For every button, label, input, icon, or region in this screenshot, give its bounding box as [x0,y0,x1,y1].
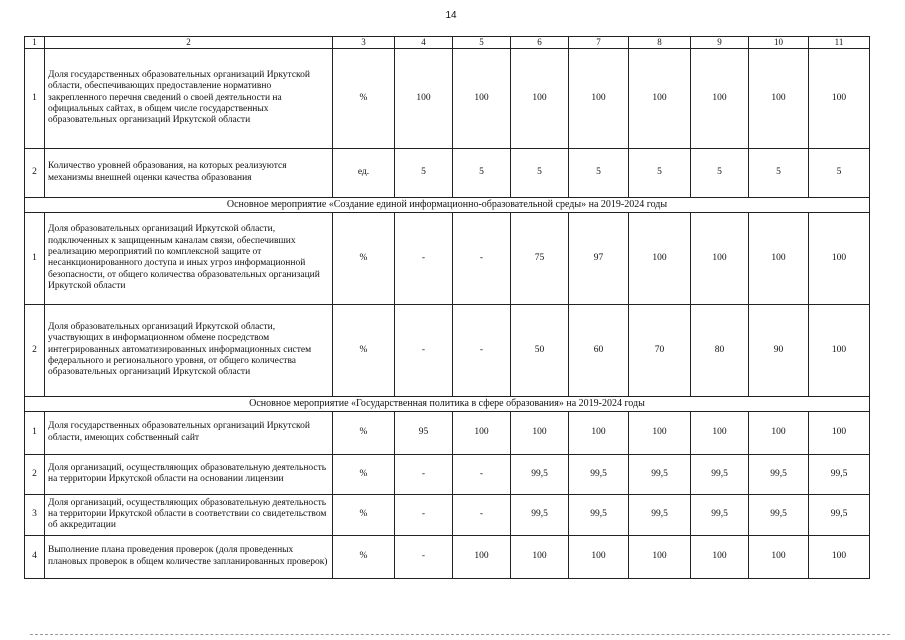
section-heading: Основное мероприятие «Государственная политика в сфере образования» на 2019-2024 годы [25,396,870,411]
column-number-cell: 3 [333,37,395,49]
column-number-row [25,37,870,49]
value-cell: 100 [691,535,749,578]
indicator-row [25,148,870,197]
value-cell: 99,5 [629,494,691,535]
indicators-table [24,36,870,579]
value-cell: 99,5 [511,494,569,535]
value-cell: 100 [691,48,749,148]
value-cell: 100 [395,48,453,148]
value-cell: 100 [511,535,569,578]
column-number-cell: 1 [25,37,45,49]
value-cell: 5 [395,148,453,197]
value-cell: 5 [511,148,569,197]
value-cell: 100 [629,411,691,454]
value-cell: 99,5 [749,494,809,535]
indicator-row [25,454,870,494]
value-cell: 100 [453,48,511,148]
unit-cell: % [333,48,395,148]
value-cell: 5 [749,148,809,197]
unit-cell: % [333,494,395,535]
value-cell: 100 [809,535,870,578]
indicator-row [25,411,870,454]
value-cell: - [453,304,511,396]
unit-cell: % [333,454,395,494]
row-number: 3 [25,494,45,535]
indicator-row [25,212,870,304]
unit-cell: % [333,212,395,304]
indicator-name: Доля образовательных организаций Иркутской области, подключенных к защищенным каналам связи, обеспечивших реализацию мероприятий по комплексной защите от несанкционированного доступа и иных угроз информационной безопасности, от общего количества образовательных организаций Иркутской области [45,212,333,304]
value-cell: 99,5 [691,494,749,535]
value-cell: 100 [749,535,809,578]
page-number: 14 [445,10,457,21]
row-number: 2 [25,454,45,494]
column-number-cell: 9 [691,37,749,49]
row-number: 1 [25,212,45,304]
value-cell: 100 [749,212,809,304]
value-cell: 97 [569,212,629,304]
value-cell: - [395,535,453,578]
column-number-cell: 11 [809,37,870,49]
value-cell: 5 [569,148,629,197]
indicator-row [25,48,870,148]
indicator-row [25,535,870,578]
value-cell: 100 [749,411,809,454]
value-cell: 100 [629,535,691,578]
column-number-cell: 2 [45,37,333,49]
page-edge-divider [30,634,890,635]
column-number-cell: 4 [395,37,453,49]
row-number: 4 [25,535,45,578]
value-cell: 100 [809,411,870,454]
value-cell: 100 [569,535,629,578]
value-cell: 100 [629,48,691,148]
value-cell: 100 [569,48,629,148]
column-number-cell: 10 [749,37,809,49]
indicator-row [25,494,870,535]
value-cell: 70 [629,304,691,396]
value-cell: 5 [453,148,511,197]
indicator-row [25,304,870,396]
value-cell: 100 [691,212,749,304]
value-cell: 100 [691,411,749,454]
indicator-name: Доля организаций, осуществляющих образовательную деятельность на территории Иркутской области в соответствии со свидетельством об аккредитации [45,494,333,535]
indicator-name: Количество уровней образования, на которых реализуются механизмы внешней оценки качества образования [45,148,333,197]
unit-cell: % [333,411,395,454]
column-number-cell: 8 [629,37,691,49]
section-heading-row [25,197,870,212]
row-number: 1 [25,411,45,454]
value-cell: 100 [809,212,870,304]
value-cell: 100 [629,212,691,304]
section-heading-row [25,396,870,411]
indicator-name: Доля государственных образовательных организаций Иркутской области, имеющих собственный сайт [45,411,333,454]
value-cell: - [453,212,511,304]
section-heading: Основное мероприятие «Создание единой информационно-образовательной среды» на 2019-2024 годы [25,197,870,212]
indicator-name: Доля образовательных организаций Иркутской области, участвующих в информационном обмене посредством интегрированных автоматизированных информационных систем федерального и регионального уровня, от общего количества образовательных организаций Иркутской области [45,304,333,396]
value-cell: 100 [453,535,511,578]
value-cell: - [395,494,453,535]
value-cell: 5 [691,148,749,197]
value-cell: 80 [691,304,749,396]
value-cell: - [395,212,453,304]
value-cell: 99,5 [809,494,870,535]
row-number: 1 [25,48,45,148]
unit-cell: % [333,535,395,578]
value-cell: 100 [453,411,511,454]
row-number: 2 [25,304,45,396]
value-cell: 99,5 [629,454,691,494]
value-cell: 99,5 [691,454,749,494]
indicator-name: Доля организаций, осуществляющих образовательную деятельность на территории Иркутской области на основании лицензии [45,454,333,494]
column-number-cell: 6 [511,37,569,49]
value-cell: 95 [395,411,453,454]
value-cell: 75 [511,212,569,304]
column-number-cell: 7 [569,37,629,49]
value-cell: 100 [511,48,569,148]
unit-cell: % [333,304,395,396]
value-cell: 100 [569,411,629,454]
value-cell: 100 [809,304,870,396]
value-cell: 5 [629,148,691,197]
value-cell: 100 [511,411,569,454]
value-cell: - [395,454,453,494]
value-cell: 99,5 [569,454,629,494]
value-cell: 50 [511,304,569,396]
value-cell: 5 [809,148,870,197]
indicator-name: Выполнение плана проведения проверок (доля проведенных плановых проверок в общем количестве запланированных проверок) [45,535,333,578]
value-cell: - [395,304,453,396]
column-number-cell: 5 [453,37,511,49]
value-cell: 60 [569,304,629,396]
value-cell: 99,5 [511,454,569,494]
value-cell: 99,5 [569,494,629,535]
value-cell: 99,5 [749,454,809,494]
indicator-name: Доля государственных образовательных организаций Иркутской области, обеспечивающих предоставление нормативно закрепленного перечня сведений о своей деятельности на официальных сайтах, в общем числе государственных образовательных организаций Иркутской области [45,48,333,148]
value-cell: - [453,454,511,494]
value-cell: 100 [809,48,870,148]
value-cell: 100 [749,48,809,148]
value-cell: - [453,494,511,535]
value-cell: 90 [749,304,809,396]
unit-cell: ед. [333,148,395,197]
value-cell: 99,5 [809,454,870,494]
row-number: 2 [25,148,45,197]
